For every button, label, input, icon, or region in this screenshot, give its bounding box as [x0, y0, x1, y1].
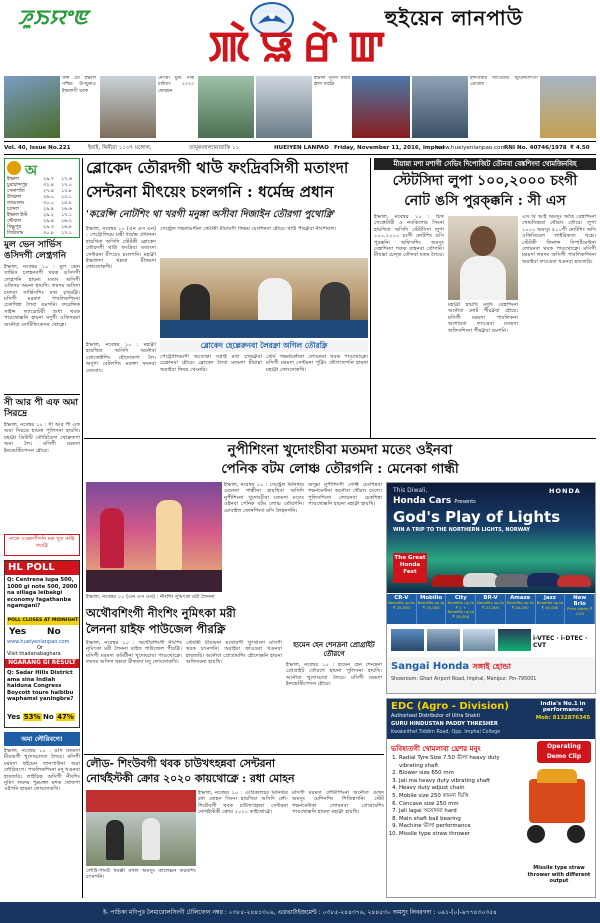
promo-strip: [4, 74, 596, 140]
bottom-story-col-3: লৌউ-শিংউ থবক্কী মখল অমসুং কালেক্সন ফরমশিং চৎনগনি।: [86, 868, 196, 881]
mid-left-body-1: ইম্ফাল, নবেম্বর ১০ : অথৌবশিংগী নীংশিং নুমিৎকা মরী লৈননা য়াইফ পাউজেল পীরক্নি। মসিগী মরমদা কমিটীনা খুদোংচাবা পাঙথোক্লে। লমদম অসিদা থম্লবা মীফমদা মদু ফোংদোকখি।: [86, 640, 182, 666]
dateline-vol: Vol. 40, Issue No.221: [4, 145, 71, 151]
edc-feature-item: 8. Main shaft ball bearing: [399, 816, 521, 824]
promo-photo-3[interactable]: [198, 76, 254, 138]
honda-model-offer: Benefits up to ₹ 40,000: [506, 600, 534, 610]
main-story-col-4: পেট্রোলিয়মগী অতোপ্পা সপ্লাই মখা চত্থরক্নবা চেক্লানবা হৌরে। ব্লোকেদ লৈবা মতমদা মীয়াম্না অরাইবা ফিবম থেংনরি।: [160, 354, 262, 373]
mid-photo[interactable]: [86, 482, 222, 592]
honda-dealer-name: Sangai Honda সঙ্গাই হোন্ডা: [391, 661, 511, 672]
weather-cell: ২৯.২: [43, 213, 54, 218]
poll-result-title: NGARANG GI RESULT: [5, 659, 79, 668]
poll-yes-button[interactable]: Yes: [9, 627, 27, 637]
masthead-tagline-right: হুইয়েন লানপাউ: [384, 6, 524, 30]
honda-model-cell: [536, 594, 566, 624]
weather-cell: ১৬.৬: [61, 207, 72, 212]
weather-cell: ২৯.৩: [43, 225, 54, 230]
footer: ই- পাচিকা মণিপুর লৈমারোলসিংগী টেলিফোন নম্বর : ০৩৮৫-২৪৪১৩০৯, এডভার্টাইজমেন্ট : ০৩৮৫-২৪৪৩৭৬, ২৪৪৫৩০ অমসুং লিবরগদা : ০৯১-(০)-৯৭৭৪৩০৩৫৪: [0, 902, 600, 923]
weather-cell: ৩০.০: [43, 201, 54, 206]
edc-feature-item: 10. Missile type straw thrower: [399, 831, 521, 839]
honda-model-offer: Benefits up to ₹ 70,000: [417, 600, 445, 610]
mid-left-body-2: স্টেটকী মীয়ামনা মখোয়গী খুৎথাংদা মসিগী থবক চৎনগনি। অরাইবা ফাওদ্রবা খঙনবা হায়জরি। অনৌবা প্রোগ্রামশিং হৌদোক্কনি হায়না অফিসরনা হায়খি।: [186, 640, 282, 666]
poll-box: [4, 560, 80, 728]
edc-feature-item: 1. Radial Tyre Size 7.50 ডীলা heavy duty vibrating shaft: [399, 755, 521, 770]
weather-cell: ৩২.৪: [43, 183, 54, 188]
poll-no-button[interactable]: No: [47, 627, 61, 637]
band-rule: [84, 438, 596, 439]
edc-feature-item: 3. Jali ma heavy duty vibrating shaft: [399, 778, 521, 786]
honda-model-name: Amaze: [510, 595, 531, 601]
mid-headline-1[interactable]: নুপীশিংনা খুদোংচীবা মতমদা মতেং ওইনবা: [227, 442, 453, 458]
notice-box[interactable]: অমা লৌরিবগে!: [4, 732, 80, 746]
promo-photo-1[interactable]: [4, 76, 60, 138]
honda-cars-row: [431, 567, 591, 589]
promo-photo-5[interactable]: [352, 76, 410, 138]
weather-cell: ১৫.৮: [61, 201, 72, 206]
honda-model-cell: [446, 594, 476, 624]
right-portrait[interactable]: [448, 216, 518, 300]
right-kicker: মীয়ান্না মশা মশাগী সেভিং দিপোজিট তৌনবা বেঙ্কশিংদা থোমজিনবিহ: [374, 158, 596, 170]
promo-text-2: নোংমী ভুর্মি পীক চাউখৎ ২০২০ ফোরমন: [158, 76, 194, 94]
mid-story-col-2: অসুম্না নুপীশিংগী সেফ্টি য়েংশিন্নবা গভর্নমেন্টনা অনৌবা থৌরাং চংলে। পুলিসশিংদা লোয়নবা চেকশিন্না পাঙথোক্কনি হায়না মহাক্না হায়খি।: [308, 482, 382, 508]
edc-address: Kwakeithel Tiddim Road, Opp. Imphal College: [391, 730, 501, 735]
poll-or: Or: [37, 645, 43, 651]
right-story-col-1: ইম্ফাল, নবেম্বর ১০ : চিফ সেক্রেটারী ও নবকিশোর সিংনা হায়খিবা অসিদি স্টেটসিদা লুপা ১০০,২০০০ চংগী নোটশিং ঙসি পুরক্কনি। অফিসশিং অমসুং বেঙ্কশিংদা শরুক য়াহনবা তৌগনি। মীয়াম্না চেন্জ তৌনবা মতম লৈরে।: [374, 214, 444, 259]
honda-model-cell: [476, 594, 506, 624]
main-headline-2[interactable]: সেন্টরনা মীৎয়েং চংলগনি : ধর্মেন্দ্র প্রধান: [86, 182, 334, 201]
weather-box: [4, 158, 80, 238]
poll-site-link[interactable]: www.hueiyenlanpao.com: [7, 639, 70, 645]
weather-cell: ২৬.০: [43, 195, 54, 200]
main-subheadline: 'করেপ্সি নোটশিং থা খরগী মনুঙ্গা অসীবা দিজাইন তৌরগা পুথোক্নি': [86, 209, 336, 220]
honda-model-offer: Benefits up to ₹ 21,000: [477, 600, 504, 610]
edc-feature-item: 5. Mobile size 250 কায়না ভিত্তি: [399, 793, 521, 801]
right-headline-1[interactable]: স্টেটসিদা লুপা ১০০,২০০০ চংগী: [392, 173, 578, 189]
honda-dealer-strip: [387, 657, 595, 693]
poll-result-no: No 47%: [43, 713, 74, 721]
main-story-col-3: ইম্ফাল, নবেম্বর ১০ : মহাক্না হায়খিবা অসিদি অনৌবা প্রোজেক্টশিং হৌদোকপা লৈ। অদুগা বেটলশিং মরক্তা ফংনবা তেংবাং।: [86, 342, 156, 374]
honda-ad-brand: Honda Cars Presents: [393, 496, 476, 506]
weather-cell: ১৭.১: [61, 231, 72, 236]
honda-model-name: City: [454, 595, 467, 601]
edc-header: [387, 699, 595, 739]
dateline-local-date: ইরাই, থিনীরা ১১৩৭ মঙ্গোল,: [88, 145, 152, 151]
edc-feature-item: 2. Blower size 650 mm: [399, 770, 521, 778]
promo-text-4: ইম্ফাল পূর্বগী ময়াম ক্লাস থম্মক্নি: [314, 76, 350, 88]
weather-cell: ২৯.৪: [43, 207, 54, 212]
mid-story-col-3: ইম্ফাল, নবেম্বর ১০ (এন এস এন) : নীংশিং নুমিৎকা মরী লৈননা: [86, 594, 215, 600]
weather-cell: থৌবাল: [7, 219, 22, 224]
honda-model-offer: Benefits up to ₹ 1 + Benefits up to ₹ 35,000: [447, 600, 475, 619]
honda-ad-tag: This Diwali,: [393, 487, 428, 494]
edc-feature-list: [391, 755, 521, 839]
honda-model-name: Jazz: [543, 595, 556, 601]
bottom-story-col-2: মসিগী মরমদা লৌমীশিংনা অনৌবা মেথদ অমসুং মেশিনশিং শিজিন্নগনি। স্টেট গভর্নমেন্টকা লোয়নবা প্রোগ্রামশিং পাঙথোক্কনি হায়না মহাক্না হায়খি।: [292, 790, 384, 816]
edc-feature-item: 9. Machine ভীলা performance: [399, 823, 521, 831]
edc-feature-item: 4. Heavy duty adjust chain: [399, 785, 521, 793]
dateline: [4, 142, 596, 154]
masthead-tagline-left: ꯍꯨꯏꯌꯦꯟ: [18, 5, 89, 29]
honda-model-offer: Benefits up to ₹ 25,000: [388, 600, 415, 610]
main-story-col-5: স্টেট গভর্নমেন্টকা লোয়নবা থবক পাঙথোক্লে। মসিগী মরমদা সেন্টরনা পুক্নিং থৌগৎলগনি হায়না মহাক্না ফোংদোকখি।: [266, 354, 368, 373]
weather-cell: ৩০.৮: [43, 231, 54, 236]
left-red-box[interactable]: নাকে ওক্কেনগীদনি মরু খুত কঞ্জি থম্মক্নি: [4, 534, 80, 556]
small-story-headline[interactable]: হ্যমেন হেন শেনদ্রনা প্রোগ্রাইট তৌরগে: [293, 640, 375, 658]
honda-trip-strip: [391, 629, 531, 651]
honda-model-name: New Brio: [573, 595, 587, 607]
main-photo-caption: ব্লোকেদ হেল্লেরুনবা লৈরক্না অগিল তৌরক্নি: [160, 340, 368, 352]
poll-result-question: Q: Sadar Hills District ama sina Indiah haiduna Congress Boycott toure haibibu waphamsi yaningbra?: [7, 670, 74, 703]
dateline-era: তামূকলাল্যানাবাকি ১১: [189, 145, 240, 151]
honda-ad-title: God's Play of Lights: [393, 508, 561, 526]
dateline-rni: RNI No. 40746/1978: [504, 145, 567, 151]
main-story-col-1: ইম্ফাল, নবেম্বর ১০ (এন এস এন) : পেট্রোলিয়ম মন্ত্রী ধর্মেন্দ্র প্রধাননা হায়খিবা অসিদি স্টেটকী ব্লোকেদ তৌরদগী থাউ ফংদ্রিবা মতাংদা সেন্টরনা মীৎয়েং চংলগনি। মহাক্না ইম্ফালদা থম্লবা মীফমদা ফোংদোকখি।: [86, 226, 156, 271]
left-story-body: ইম্ফাল, নবেম্বর ১০ : মুল ভেন সার্ভিস চলহনবগী থবক ঙসিদগী লেপ্ত্রগনি হায়না মতাং অসিগী ওফিসর অমনা হায়খি। লমদম অসিদা চংলবা সার্ভিসশিং মখা চত্থরক্নি। মসিগী মরমদা পাবলিকশিংনা চেকশিন্না লৈবা ঙমগনি। ফরেন্সিক সাইন্স ল্যাব্রোটরী শুধা থবক পাঙথোক্কনি হায়না মদুগী ওফিসরনা অনৌবা নোটিফিকেসন থোক্লে।: [4, 264, 80, 328]
dateline-date: Friday, November 11, 2016, Imphal: [334, 145, 445, 151]
left-story2-body: ইম্ফাল, নবেম্বর ১০ : সী আর পী এফ অমা সিরদ্রে হায়না পুলিসনা হায়খি। মহাক্না ডিউটি তৌরিঙৈদা থোক্লকপা অমা লৈ। মসিগী মরমদা ইনভেস্টিগেসন হৌরে।: [4, 422, 80, 454]
weather-table: [7, 177, 79, 237]
mid-story-col-1: ইম্ফাল, নবেম্বর ১০ : সেন্ট্রেল মিনিস্টর মেনেকা গান্ধীনা হায়খিবা অসিদি নুপীশিংনা খুদোংচীবা মতমদা মতেং ওইনবা পেনিক বটম লোঞ্চ তৌরগনি। মোবাইল ফোনশিংদা মসি লৈহনগনি।: [224, 482, 304, 514]
honda-model-cell: [417, 594, 447, 624]
dateline-site[interactable]: www.hueiyenlanpao.com: [436, 145, 506, 151]
poll-question: Q: Centrena lupa 500, 1000 gi note 500, 2000 na sillaga leibakgi economy fagathanba ngamgani?: [7, 577, 78, 610]
poll-title: HL POLL: [5, 561, 79, 575]
weather-row: [7, 231, 79, 237]
edc-demo-badge[interactable]: Operating Demo Clip: [537, 741, 591, 763]
bottom-headline-1[interactable]: লৌড- শিংউবগী থবক চাউখৎহন্নবা সেন্টরনা: [86, 757, 275, 770]
weather-cell: সেনাপতি: [7, 189, 25, 194]
weather-cell: ২৯.৭: [43, 177, 54, 182]
main-story-col-2: সেন্ট্রেল গভর্নমেন্টনা স্টেটকী মীয়ামগী ফিভম য়েংশিনবা হৌরে। থাউ পীরক্নবা নীংশিংলি।: [160, 226, 337, 232]
weather-cell: চন্দেল: [7, 207, 19, 212]
weather-cell: ১৩.১: [61, 195, 72, 200]
weather-sun-icon: [7, 161, 21, 175]
main-photo[interactable]: [160, 258, 368, 338]
right-story-col-2: মহাক্না হায়খি মদুদি বেঙ্কশিংনা অনৌবা নোট পীরক্নবা হৌরে। মসিগী মরমদা পাবলিকনা অশোয়বা ফাওদ্রবা মতমদা অফিসশিংদা পীরক্নবা ঙমগনি।: [448, 302, 518, 334]
honda-ad[interactable]: [386, 482, 596, 694]
edc-missile-caption: Missile type straw thrower with different output: [527, 865, 591, 884]
promo-text-6: ইন্সপায়ার অ্যাওয়ার্ড স্টুডেন্টশিংগী প্রোগ্রাম: [470, 76, 538, 88]
honda-model-grid: [387, 594, 595, 624]
honda-logo: HONDA: [549, 487, 581, 495]
weather-cell: ১৭.১: [61, 213, 72, 218]
edc-feature-item: 6. Concave size 250 mm: [399, 801, 521, 809]
poll-app[interactable]: Visit thadanabaghara: [7, 651, 61, 657]
edc-title: EDC (Agro - Division): [391, 701, 509, 712]
weather-cell: ইম্ফাল ইস্ট: [7, 213, 28, 218]
dateline-price: ₹ 4.50: [570, 145, 590, 151]
promo-photo-2[interactable]: [100, 76, 156, 138]
honda-model-offer: Price starts ₹ 4.29: [567, 606, 593, 616]
weather-cell: বিষ্ণুপুর: [7, 225, 22, 230]
dateline-paper: HUEIYEN LANPAO: [274, 145, 329, 151]
notice-body: ইম্ফাল, নবেম্বর ১০ : ঙসি মতমদা মীয়ামগী খুদোংচাদবা লৈরে। মসিগী মরমদা হুইয়েন লানপাউনা অমা লৌরিবগে। পাবলিকশিংনা মদু খঙনবা হায়জরি। লাইরিক অসিগী নীংশিং নুমিৎ লমদম পুম্নমক্তা মশক থোকপা ওইগনি হায়না ফোংদোকখি।: [4, 748, 80, 793]
edc-brand: GURU HINDUSTAN PADDY THRESHER: [391, 721, 498, 727]
promo-photo-7[interactable]: [540, 76, 596, 138]
main-headline-1[interactable]: ব্লোকেদ তৌরদগী থাউ ফংদ্রিবসিগী মতাংদা: [86, 158, 349, 177]
weather-cell: জিরিবাম: [7, 231, 24, 236]
left-story2-headline[interactable]: সী আর পী এফ অমা সিরদ্রে: [4, 398, 79, 419]
weather-cell: ইম্ফাল: [7, 177, 19, 182]
poll-result-yes: Yes 53%: [7, 713, 41, 721]
bottom-headline-2[interactable]: নোর্থইস্টকী ক্রোর ২০২০ কায়থোক্নে : রধা মোহন: [86, 772, 295, 785]
honda-fest-badge: The Great Honda Fest: [393, 553, 427, 583]
honda-model-cell: [387, 594, 417, 624]
weather-label: অ: [25, 163, 38, 179]
weather-cell: চুরাচান্দপুর: [7, 183, 28, 188]
weather-cell: ২৭.৪: [43, 189, 54, 194]
masthead: [0, 0, 600, 72]
honda-model-name: BR-V: [483, 595, 498, 601]
weather-cell: ১৭.৬: [61, 177, 72, 182]
left-rule-1: [4, 394, 80, 395]
weather-cell: ১৩.৮: [61, 189, 72, 194]
mid-headline-2[interactable]: পেনিক বটম লোঞ্চ তৌরগনি : মেনেকা গান্ধী: [221, 461, 459, 477]
weather-cell: ১৬.২: [61, 219, 72, 224]
weather-cell: ২৯.৪: [43, 219, 54, 224]
right-story-col-3: এস বি আই অমসুং অতৈ বেঙ্কশিংনা খোমজিন্নবা থৌরাং তৌরে। লুপা ১০০০ অমসুং ৫০০গী নোটশিং অসি ওফিসিয়েল লাইরিকতা থম্লে। স্টেটকী ফিনান্স দিপার্টমেন্টনা লোয়নবা থবক পাঙথোক্লে। মসিগী মরমদা লমদম অসিগী পাবলিকশিংনা অরাইবা ফাওদ্রবা খঙনবা হায়জরি।: [522, 214, 596, 265]
honda-model-offer: Benefits up to ₹ 40,000: [536, 600, 564, 610]
honda-model-cell: [565, 594, 595, 624]
promo-photo-6[interactable]: [412, 76, 468, 138]
edc-india-tag: India's No.1 in performance: [540, 701, 586, 713]
weather-cell: তামেংলং: [7, 201, 25, 206]
col-rule-mid: [370, 158, 371, 438]
weather-cell: ১৬.৮: [61, 225, 72, 230]
honda-dealer-address: Showroom: Ghari Airport Road, Imphal, Manipur, Pin-795001: [391, 677, 537, 682]
poll-closes: POLL CLOSES AT MIDNIGHT: [7, 618, 79, 623]
honda-model-name: CR-V: [394, 595, 409, 601]
promo-photo-4[interactable]: [256, 76, 312, 138]
honda-tech: i-VTEC · i-DTEC · CVT: [533, 635, 588, 649]
bottom-photo[interactable]: [86, 790, 196, 866]
weather-cell: উখরুল: [7, 195, 22, 200]
small-story-body: ইম্ফাল, নবেম্বর ১০ : হ্যমেন হেন শেনদ্রনা প্রোগ্রাইট তৌরগে হায়না পুলিসনা হায়খি। অনৌবা খুদোংচাবা লৈরে। মসিগী মরমদা ইনভেস্টিগেসন হৌরে।: [286, 662, 382, 688]
masthead-title: ꯄꯥꯎꯔꯥꯛ: [208, 22, 396, 71]
edc-heading: ভবিষ্যতগী খোমলাবা থ্রেশর মনুং: [391, 745, 481, 753]
honda-model-cell: [506, 594, 536, 624]
left-story-headline[interactable]: মুল ভেন সার্ভিস ঙসিদগী লেপ্ত্রগনি: [4, 240, 67, 261]
dateline-rule-bottom: [4, 154, 596, 155]
bottom-rule: [84, 754, 384, 755]
edc-thresher-image: [523, 769, 593, 861]
edc-feature-item: 7. Jali lagai অয়োনবা hard: [399, 808, 521, 816]
weather-cell: ১৭.০: [61, 183, 72, 188]
bottom-story-col-1: ইম্ফাল, নবেম্বর ১০ : এগ্রিকালচর মিনিস্টর রধা মোহন সিংনা হায়খিবা অসিদি লৌ-শিংউবগী থবক চাউখৎহন্নবা সেন্টরনা নোর্থইস্টকী ক্রোর ২০২০ কাইথোক্নে।: [198, 790, 288, 816]
mid-left-headline-1[interactable]: অথৌবশিংগী নীংশিং নুমিৎকা মরী: [86, 606, 236, 620]
honda-ad-subtitle: WIN A TRIP TO THE NORTHERN LIGHTS, NORWAY: [393, 527, 531, 533]
edc-ad[interactable]: [386, 698, 596, 898]
honda-model-name: Mobilio: [419, 595, 443, 601]
edc-phone[interactable]: Mob: 8132876345: [535, 715, 591, 721]
edc-subtitle: Authorised Distributor of Ultra Shakti: [391, 714, 480, 719]
right-headline-2[interactable]: নোট ঙসি পুরক্ক্কনি : সী এস: [404, 193, 566, 209]
mid-left-headline-2[interactable]: লৈননা য়াইফ পাউজেল পীরক্নি: [86, 622, 226, 636]
promo-text-1: থাঙ্গ চৌ ইম্ফাল পশ্চিম উপচুনাও ইম্ফালগী থবক: [62, 76, 96, 94]
col-rule-left: [82, 158, 83, 898]
